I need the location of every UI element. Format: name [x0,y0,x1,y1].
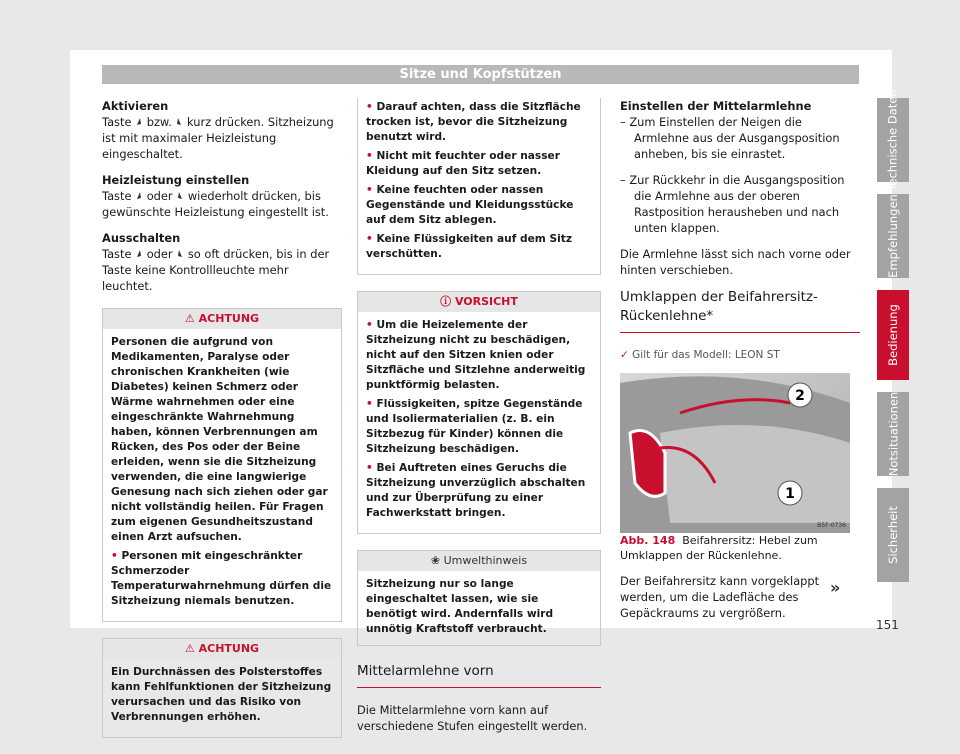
environment-body: Sitzheizung nur so lange eingeschaltet lassen, wie sie benötigt wird. Andernfalls wird unnötig Kraftstoff verbraucht. [366,578,554,635]
warning-box-2 [102,638,342,738]
heading-adjust: Heizleistung einstellen [102,173,250,187]
continued-arrow: » [830,578,841,597]
heading-activate: Aktivieren [102,99,169,113]
warning-continued-box [357,98,601,275]
seat-heating-left-icon [135,249,143,259]
caution-header: ⓘ VORSICHT [358,292,600,312]
step-2: – Zur Rückkehr in die Ausgangsposition die Armlehne aus der oberen Rastposition herausheben und nach unten klappen. [620,173,845,235]
armrest-slide-text: Die Armlehne lässt sich nach vorne oder hinten verschieben. [620,247,851,277]
seat-illustration [620,373,850,533]
seat-heating-left-icon [135,191,143,201]
warning-bullet: • Keine feuchten oder nassen Gegenstände und Kleidungsstücke auf dem Sitz ablegen. [366,184,574,226]
warning-body [103,659,341,737]
tab-notsituationen[interactable]: Notsituationen [877,392,909,476]
tab-sicherheit[interactable]: Sicherheit [877,488,909,582]
seat-heating-right-icon [176,191,184,201]
figure-seat-lever [620,373,850,533]
armrest-intro: Die Mittelarmlehne vorn kann auf verschiedene Stufen eingestellt werden. [357,703,588,733]
seat-heating-right-icon [175,117,183,127]
validity-note: ✓ Gilt für das Modell: LEON ST [620,349,780,361]
section-heading-seatback: Umklappen der Beifahrersitz-Rückenlehne* [620,288,860,333]
warning-bullet: • Darauf achten, dass die Sitzfläche trocken ist, bevor die Sitzheizung benutzt wird. [366,101,581,143]
warning-triangle-icon: ⚠ [184,312,195,325]
leaf-icon: ❀ [430,554,441,567]
warning-paragraph: Personen die aufgrund von Medikamenten, Paralyse oder chronischen Krankheiten (wie Diabetes) keinen Schmerz oder Wärme wahrnehmen oder eine eingeschränkte Wahrnehmung haben, können Verbrennungen am Rücken, des Pos oder der Beine erleiden, wenn sie die Sitzheizung verwenden, die eine langwierige Genesung nach sich ziehen oder gar nicht vollständig heilen. Für Fragen zum eigenen Gesundheitszustand einen Arzt aufsuchen. [111,336,328,543]
warning-bullet: • Keine Flüssigkeiten auf dem Sitz verschütten. [366,233,572,260]
tab-technische-daten[interactable]: Technische Daten [877,98,909,182]
warning-box-1 [102,308,342,622]
seat-heating-right-icon [176,249,184,259]
column-2 [357,98,601,744]
tab-empfehlungen[interactable]: Empfehlungen [877,194,909,278]
heading-off: Ausschalten [102,231,181,245]
caution-box [357,291,601,534]
warning-header: ⚠ ACHTUNG [103,639,341,659]
warning-bullet: • Nicht mit feuchter oder nasser Kleidung auf den Sitz setzen. [366,150,560,177]
tab-bedienung[interactable]: Bedienung [877,290,909,380]
figure-code: B5F-0736 [817,522,846,529]
checkmark-icon: ✓ [620,349,629,361]
adjust-text: Taste oder wiederholt drücken, bis gewünschte Heizleistung eingestellt ist. [102,189,329,219]
info-circle-icon: ⓘ [440,295,452,308]
section-heading-armrest: Mittelarmlehne vorn [357,662,601,688]
step-1: – Zum Einstellen der Neigen die Armlehne aus der Ausgangsposition anheben, bis sie einrastet. [620,115,840,161]
warning-paragraph: Ein Durchnässen des Polsterstoffes kann Fehlfunktionen der Sitzheizung verursachen und das Risiko von Verbrennungen erhöhen. [111,666,332,723]
callout-1: 1 [785,486,795,502]
heading-armrest-adjust: Einstellen der Mittelarmlehne [620,99,812,113]
warning-body [103,329,341,621]
column-3 [620,98,860,631]
column-1 [102,98,342,754]
warning-body [358,98,600,274]
caution-bullet: • Bei Auftreten eines Geruchs die Sitzheizung unverzüglich abschalten und zur Überprüfung zu einer Fachwerkstatt bringen. [366,462,586,519]
caution-bullet: • Um die Heizelemente der Sitzheizung nicht zu beschädigen, nicht auf den Sitzen knien oder Sitzfläche und Sitzlehne anderweitig punktförmig belasten. [366,319,586,391]
seat-heating-left-icon [135,117,143,127]
environment-box [357,550,601,646]
warning-triangle-icon: ⚠ [184,642,195,655]
page-header: Sitze und Kopfstützen [102,65,859,84]
caution-bullet: • Flüssigkeiten, spitze Gegenstände und Isoliermaterialien (z. B. ein Sitzbezug für Kinder) können die Sitzheizung beschädigen. [366,398,583,455]
page-number: 151 [876,618,899,632]
seatback-text: Der Beifahrersitz kann vorgeklappt werden, um die Ladefläche des Gepäckraums zu vergrößern. [620,574,820,620]
figure-caption: Abb. 148 Beifahrersitz: Hebel zum Umklappen der Rückenlehne. [620,534,818,562]
environment-header: ❀ Umwelthinweis [358,551,600,571]
off-text: Taste oder so oft drücken, bis in der Taste keine Kontrollleuchte mehr leuchtet. [102,247,330,293]
activate-text: Taste bzw. kurz drücken. Sitzheizung ist mit maximaler Heizleistung eingeschaltet. [102,115,334,161]
callout-2: 2 [795,388,805,404]
caution-body [358,312,600,533]
warning-header: ⚠ ACHTUNG [103,309,341,329]
warning-bullet: • Personen mit eingeschränkter Schmerzoder Temperaturwahrnehmung dürfen die Sitzheizung niemals benutzen. [111,550,332,607]
